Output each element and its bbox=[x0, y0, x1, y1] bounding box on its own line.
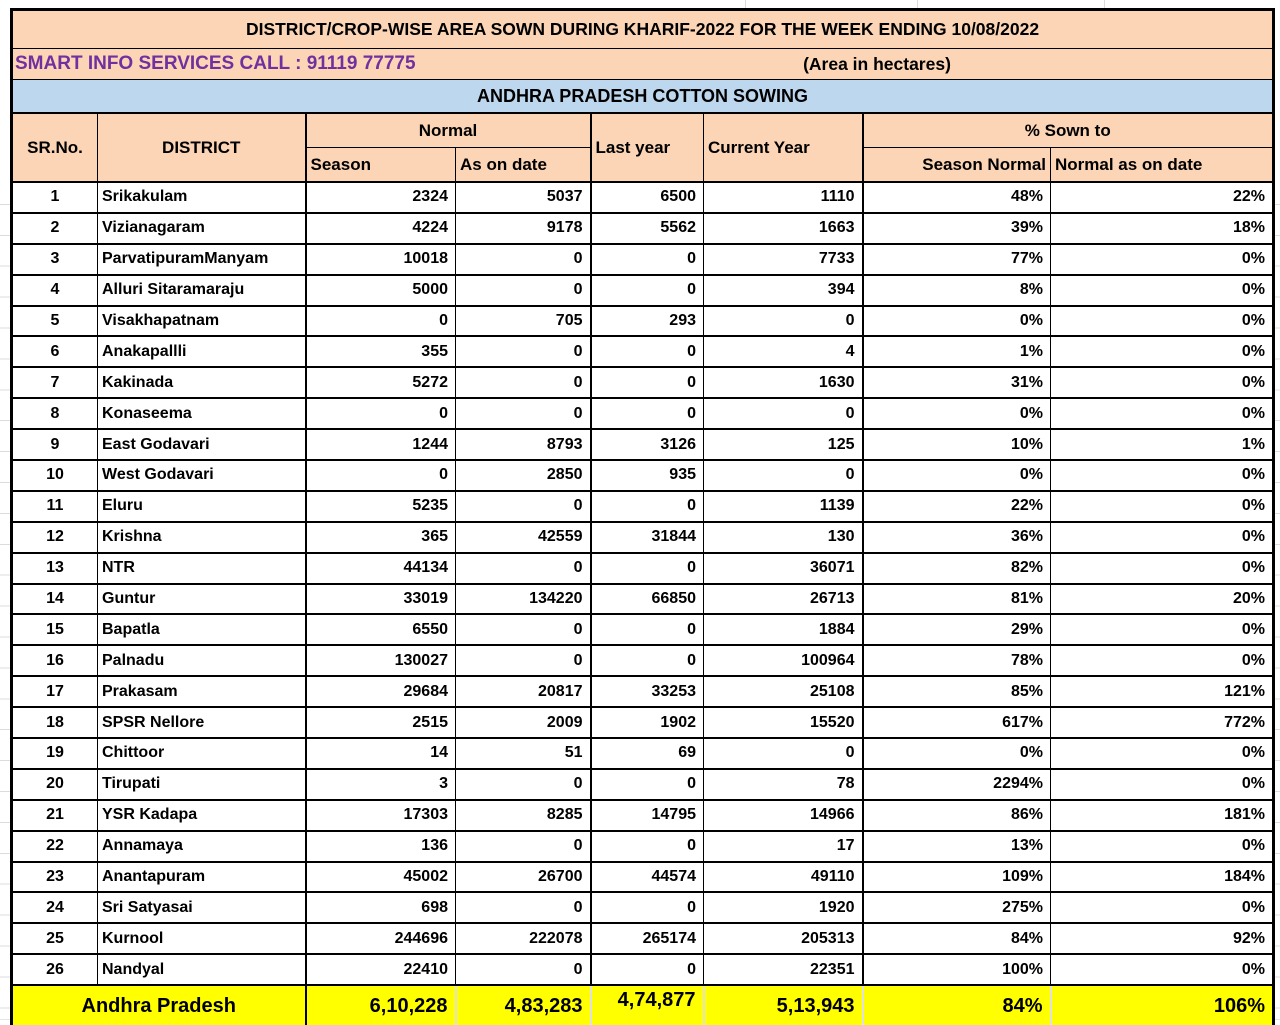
cell-season: 44134 bbox=[306, 553, 456, 584]
table-row bbox=[12, 429, 1274, 460]
cell-season: 136 bbox=[306, 831, 456, 862]
table-row bbox=[12, 306, 1274, 337]
cell-pct-season-normal: 22% bbox=[863, 491, 1051, 522]
page-title: DISTRICT/CROP-WISE AREA SOWN DURING KHARIF-2022 FOR THE WEEK ENDING 10/08/2022 bbox=[12, 10, 1274, 49]
cell-as-on-date: 0 bbox=[456, 769, 591, 800]
cell-current-year: 1630 bbox=[704, 367, 863, 398]
cell-current-year: 394 bbox=[704, 275, 863, 306]
table-row bbox=[12, 738, 1274, 769]
cell-last-year: 0 bbox=[591, 892, 704, 923]
cell-pct-normal-as-on-date: 0% bbox=[1051, 522, 1274, 553]
cell-pct-normal-as-on-date: 0% bbox=[1051, 553, 1274, 584]
cell-pct-season-normal: 0% bbox=[863, 398, 1051, 429]
cell-current-year: 205313 bbox=[704, 923, 863, 954]
cell-season: 365 bbox=[306, 522, 456, 553]
cell-district: West Godavari bbox=[98, 460, 306, 491]
cell-pct-normal-as-on-date: 184% bbox=[1051, 862, 1274, 893]
cell-season: 29684 bbox=[306, 676, 456, 707]
cell-pct-normal-as-on-date: 0% bbox=[1051, 275, 1274, 306]
cell-pct-season-normal: 100% bbox=[863, 954, 1051, 985]
cell-sr: 1 bbox=[12, 182, 98, 213]
cell-season: 45002 bbox=[306, 862, 456, 893]
col-header-season-normal: Season Normal bbox=[863, 148, 1051, 183]
cell-last-year: 3126 bbox=[591, 429, 704, 460]
cell-last-year: 0 bbox=[591, 645, 704, 676]
cell-as-on-date: 0 bbox=[456, 553, 591, 584]
cell-as-on-date: 0 bbox=[456, 398, 591, 429]
table-row bbox=[12, 553, 1274, 584]
district-rows bbox=[12, 182, 1274, 985]
cell-last-year: 0 bbox=[591, 831, 704, 862]
cell-pct-normal-as-on-date: 0% bbox=[1051, 738, 1274, 769]
table-row bbox=[12, 491, 1274, 522]
cell-season: 2515 bbox=[306, 707, 456, 738]
cell-district: Tirupati bbox=[98, 769, 306, 800]
cell-pct-season-normal: 617% bbox=[863, 707, 1051, 738]
cell-as-on-date: 0 bbox=[456, 892, 591, 923]
cell-district: Bapatla bbox=[98, 614, 306, 645]
col-header-as-on-date: As on date bbox=[456, 148, 591, 183]
table-row bbox=[12, 769, 1274, 800]
cell-last-year: 0 bbox=[591, 614, 704, 645]
cell-sr: 17 bbox=[12, 676, 98, 707]
table-row bbox=[12, 584, 1274, 615]
cell-as-on-date: 705 bbox=[456, 306, 591, 337]
cell-district: YSR Kadapa bbox=[98, 800, 306, 831]
cell-season: 1244 bbox=[306, 429, 456, 460]
cell-sr: 4 bbox=[12, 275, 98, 306]
cell-pct-season-normal: 0% bbox=[863, 306, 1051, 337]
report-subtitle: ANDHRA PRADESH COTTON SOWING bbox=[12, 80, 1274, 114]
cell-district: Prakasam bbox=[98, 676, 306, 707]
table-row bbox=[12, 676, 1274, 707]
cell-season: 5235 bbox=[306, 491, 456, 522]
cell-pct-season-normal: 275% bbox=[863, 892, 1051, 923]
cell-sr: 9 bbox=[12, 429, 98, 460]
cell-district: Konaseema bbox=[98, 398, 306, 429]
cell-season: 17303 bbox=[306, 800, 456, 831]
cell-as-on-date: 0 bbox=[456, 831, 591, 862]
cell-sr: 7 bbox=[12, 367, 98, 398]
cell-sr: 3 bbox=[12, 244, 98, 275]
table-row bbox=[12, 336, 1274, 367]
cell-pct-season-normal: 84% bbox=[863, 923, 1051, 954]
cell-district: Srikakulam bbox=[98, 182, 306, 213]
col-header-pct-sown-group: % Sown to bbox=[863, 113, 1274, 148]
cell-as-on-date: 0 bbox=[456, 275, 591, 306]
cell-pct-season-normal: 13% bbox=[863, 831, 1051, 862]
cell-pct-season-normal: 36% bbox=[863, 522, 1051, 553]
total-as-on-date: 4,83,283 bbox=[456, 985, 591, 1025]
cell-last-year: 0 bbox=[591, 244, 704, 275]
cell-pct-normal-as-on-date: 22% bbox=[1051, 182, 1274, 213]
cell-sr: 12 bbox=[12, 522, 98, 553]
cell-current-year: 25108 bbox=[704, 676, 863, 707]
excel-gridline bbox=[917, 0, 918, 8]
cell-season: 33019 bbox=[306, 584, 456, 615]
table-row bbox=[12, 800, 1274, 831]
cell-pct-normal-as-on-date: 0% bbox=[1051, 645, 1274, 676]
cell-last-year: 0 bbox=[591, 398, 704, 429]
cell-pct-season-normal: 81% bbox=[863, 584, 1051, 615]
promo-row bbox=[12, 49, 1274, 80]
cell-season: 244696 bbox=[306, 923, 456, 954]
table-row bbox=[12, 460, 1274, 491]
cell-last-year: 0 bbox=[591, 336, 704, 367]
cell-pct-season-normal: 82% bbox=[863, 553, 1051, 584]
cell-as-on-date: 0 bbox=[456, 614, 591, 645]
cell-as-on-date: 0 bbox=[456, 367, 591, 398]
promo-row-spacer bbox=[1051, 49, 1274, 80]
cell-season: 3 bbox=[306, 769, 456, 800]
cell-sr: 2 bbox=[12, 213, 98, 244]
cell-pct-season-normal: 39% bbox=[863, 213, 1051, 244]
cell-district: Anantapuram bbox=[98, 862, 306, 893]
cell-as-on-date: 222078 bbox=[456, 923, 591, 954]
cell-as-on-date: 0 bbox=[456, 954, 591, 985]
table-row bbox=[12, 862, 1274, 893]
cell-last-year: 66850 bbox=[591, 584, 704, 615]
cell-sr: 5 bbox=[12, 306, 98, 337]
cell-current-year: 1884 bbox=[704, 614, 863, 645]
table-row bbox=[12, 367, 1274, 398]
table-row bbox=[12, 954, 1274, 985]
cell-sr: 13 bbox=[12, 553, 98, 584]
cell-sr: 10 bbox=[12, 460, 98, 491]
cell-season: 22410 bbox=[306, 954, 456, 985]
cell-pct-normal-as-on-date: 18% bbox=[1051, 213, 1274, 244]
cell-season: 130027 bbox=[306, 645, 456, 676]
cell-current-year: 0 bbox=[704, 738, 863, 769]
table-row bbox=[12, 244, 1274, 275]
cell-pct-season-normal: 85% bbox=[863, 676, 1051, 707]
cell-last-year: 0 bbox=[591, 954, 704, 985]
cell-current-year: 1110 bbox=[704, 182, 863, 213]
cell-pct-normal-as-on-date: 0% bbox=[1051, 491, 1274, 522]
cell-season: 355 bbox=[306, 336, 456, 367]
cell-pct-normal-as-on-date: 1% bbox=[1051, 429, 1274, 460]
cell-season: 14 bbox=[306, 738, 456, 769]
col-header-current-year: Current Year bbox=[704, 113, 863, 182]
total-row bbox=[12, 985, 1274, 1025]
cell-pct-normal-as-on-date: 0% bbox=[1051, 460, 1274, 491]
total-last-year: 4,74,877 bbox=[591, 985, 704, 1025]
cell-pct-season-normal: 86% bbox=[863, 800, 1051, 831]
cell-current-year: 15520 bbox=[704, 707, 863, 738]
cell-season: 0 bbox=[306, 460, 456, 491]
cell-season: 698 bbox=[306, 892, 456, 923]
excel-gridline bbox=[745, 0, 746, 8]
cell-pct-normal-as-on-date: 0% bbox=[1051, 306, 1274, 337]
cell-current-year: 0 bbox=[704, 398, 863, 429]
cell-current-year: 1139 bbox=[704, 491, 863, 522]
cell-last-year: 293 bbox=[591, 306, 704, 337]
area-unit-note: (Area in hectares) bbox=[704, 49, 1051, 80]
cell-season: 0 bbox=[306, 398, 456, 429]
cell-last-year: 31844 bbox=[591, 522, 704, 553]
cell-season: 4224 bbox=[306, 213, 456, 244]
cell-season: 0 bbox=[306, 306, 456, 337]
cell-sr: 19 bbox=[12, 738, 98, 769]
cell-sr: 21 bbox=[12, 800, 98, 831]
cell-district: Chittoor bbox=[98, 738, 306, 769]
col-header-season: Season bbox=[306, 148, 456, 183]
cell-district: ParvatipuramManyam bbox=[98, 244, 306, 275]
cell-district: Kakinada bbox=[98, 367, 306, 398]
cell-pct-normal-as-on-date: 772% bbox=[1051, 707, 1274, 738]
cell-pct-normal-as-on-date: 0% bbox=[1051, 769, 1274, 800]
excel-gridline bbox=[0, 174, 10, 1014]
cell-last-year: 0 bbox=[591, 491, 704, 522]
col-header-last-year: Last year bbox=[591, 113, 704, 182]
cell-sr: 24 bbox=[12, 892, 98, 923]
title-row bbox=[12, 10, 1274, 49]
cell-pct-normal-as-on-date: 0% bbox=[1051, 831, 1274, 862]
table-row bbox=[12, 398, 1274, 429]
cell-current-year: 1920 bbox=[704, 892, 863, 923]
promo-text: SMART INFO SERVICES CALL : 91119 77775 bbox=[12, 49, 704, 80]
cell-sr: 11 bbox=[12, 491, 98, 522]
table-row bbox=[12, 614, 1274, 645]
cell-pct-normal-as-on-date: 0% bbox=[1051, 367, 1274, 398]
cell-current-year: 125 bbox=[704, 429, 863, 460]
cell-district: Visakhapatnam bbox=[98, 306, 306, 337]
cell-last-year: 935 bbox=[591, 460, 704, 491]
table-row bbox=[12, 645, 1274, 676]
col-header-sr-no: SR.No. bbox=[12, 113, 98, 182]
cell-pct-season-normal: 0% bbox=[863, 460, 1051, 491]
cell-last-year: 1902 bbox=[591, 707, 704, 738]
cell-season: 5000 bbox=[306, 275, 456, 306]
cell-pct-normal-as-on-date: 0% bbox=[1051, 336, 1274, 367]
cell-pct-normal-as-on-date: 0% bbox=[1051, 244, 1274, 275]
cell-as-on-date: 0 bbox=[456, 244, 591, 275]
table-row bbox=[12, 522, 1274, 553]
cell-as-on-date: 8793 bbox=[456, 429, 591, 460]
cell-last-year: 6500 bbox=[591, 182, 704, 213]
cell-pct-season-normal: 2294% bbox=[863, 769, 1051, 800]
cell-district: Anakapallli bbox=[98, 336, 306, 367]
cell-district: Kurnool bbox=[98, 923, 306, 954]
cell-as-on-date: 8285 bbox=[456, 800, 591, 831]
col-header-district: DISTRICT bbox=[98, 113, 306, 182]
cell-pct-season-normal: 1% bbox=[863, 336, 1051, 367]
table-row bbox=[12, 892, 1274, 923]
cell-district: Eluru bbox=[98, 491, 306, 522]
cell-pct-normal-as-on-date: 0% bbox=[1051, 398, 1274, 429]
total-pct-season-normal: 84% bbox=[863, 985, 1051, 1025]
cell-current-year: 130 bbox=[704, 522, 863, 553]
cell-pct-normal-as-on-date: 20% bbox=[1051, 584, 1274, 615]
cell-pct-normal-as-on-date: 0% bbox=[1051, 954, 1274, 985]
cell-sr: 18 bbox=[12, 707, 98, 738]
cell-pct-normal-as-on-date: 181% bbox=[1051, 800, 1274, 831]
cell-as-on-date: 2850 bbox=[456, 460, 591, 491]
cell-district: Sri Satyasai bbox=[98, 892, 306, 923]
cell-last-year: 0 bbox=[591, 769, 704, 800]
cell-current-year: 22351 bbox=[704, 954, 863, 985]
cell-as-on-date: 51 bbox=[456, 738, 591, 769]
sowing-report-table bbox=[10, 8, 1275, 1025]
cell-sr: 8 bbox=[12, 398, 98, 429]
cell-pct-season-normal: 0% bbox=[863, 738, 1051, 769]
cell-sr: 20 bbox=[12, 769, 98, 800]
cell-sr: 26 bbox=[12, 954, 98, 985]
cell-current-year: 26713 bbox=[704, 584, 863, 615]
cell-last-year: 265174 bbox=[591, 923, 704, 954]
table-row bbox=[12, 923, 1274, 954]
total-season: 6,10,228 bbox=[306, 985, 456, 1025]
total-current-year: 5,13,943 bbox=[704, 985, 863, 1025]
cell-current-year: 1663 bbox=[704, 213, 863, 244]
cell-season: 5272 bbox=[306, 367, 456, 398]
cell-district: Nandyal bbox=[98, 954, 306, 985]
cell-last-year: 0 bbox=[591, 367, 704, 398]
cell-current-year: 49110 bbox=[704, 862, 863, 893]
cell-pct-season-normal: 31% bbox=[863, 367, 1051, 398]
cell-last-year: 69 bbox=[591, 738, 704, 769]
header-row-groups bbox=[12, 113, 1274, 148]
cell-as-on-date: 0 bbox=[456, 336, 591, 367]
cell-pct-season-normal: 10% bbox=[863, 429, 1051, 460]
table-row bbox=[12, 213, 1274, 244]
cell-pct-normal-as-on-date: 0% bbox=[1051, 892, 1274, 923]
cell-district: Palnadu bbox=[98, 645, 306, 676]
cell-sr: 6 bbox=[12, 336, 98, 367]
cell-sr: 14 bbox=[12, 584, 98, 615]
total-pct-normal-as-on-date: 106% bbox=[1051, 985, 1274, 1025]
cell-district: Krishna bbox=[98, 522, 306, 553]
total-label: Andhra Pradesh bbox=[12, 985, 306, 1025]
cell-current-year: 0 bbox=[704, 460, 863, 491]
cell-pct-normal-as-on-date: 121% bbox=[1051, 676, 1274, 707]
cell-district: Annamaya bbox=[98, 831, 306, 862]
cell-pct-season-normal: 77% bbox=[863, 244, 1051, 275]
cell-last-year: 0 bbox=[591, 275, 704, 306]
col-header-normal-as-on-date: Normal as on date bbox=[1051, 148, 1274, 183]
table-row bbox=[12, 831, 1274, 862]
cell-as-on-date: 26700 bbox=[456, 862, 591, 893]
subtitle-row bbox=[12, 80, 1274, 114]
cell-current-year: 36071 bbox=[704, 553, 863, 584]
cell-pct-season-normal: 78% bbox=[863, 645, 1051, 676]
table-row bbox=[12, 275, 1274, 306]
cell-pct-season-normal: 29% bbox=[863, 614, 1051, 645]
cell-district: Vizianagaram bbox=[98, 213, 306, 244]
cell-district: NTR bbox=[98, 553, 306, 584]
cell-district: SPSR Nellore bbox=[98, 707, 306, 738]
cell-current-year: 100964 bbox=[704, 645, 863, 676]
cell-season: 10018 bbox=[306, 244, 456, 275]
cell-last-year: 5562 bbox=[591, 213, 704, 244]
cell-last-year: 33253 bbox=[591, 676, 704, 707]
cell-district: Guntur bbox=[98, 584, 306, 615]
col-header-normal-group: Normal bbox=[306, 113, 591, 148]
cell-district: East Godavari bbox=[98, 429, 306, 460]
cell-pct-season-normal: 48% bbox=[863, 182, 1051, 213]
cell-as-on-date: 20817 bbox=[456, 676, 591, 707]
cell-pct-season-normal: 8% bbox=[863, 275, 1051, 306]
cell-pct-season-normal: 109% bbox=[863, 862, 1051, 893]
excel-gridline bbox=[1104, 0, 1105, 8]
cell-district: Alluri Sitaramaraju bbox=[98, 275, 306, 306]
cell-last-year: 14795 bbox=[591, 800, 704, 831]
table-row bbox=[12, 182, 1274, 213]
cell-sr: 23 bbox=[12, 862, 98, 893]
cell-pct-normal-as-on-date: 92% bbox=[1051, 923, 1274, 954]
cell-current-year: 7733 bbox=[704, 244, 863, 275]
cell-current-year: 14966 bbox=[704, 800, 863, 831]
cell-pct-normal-as-on-date: 0% bbox=[1051, 614, 1274, 645]
cell-as-on-date: 9178 bbox=[456, 213, 591, 244]
cell-last-year: 44574 bbox=[591, 862, 704, 893]
cell-sr: 22 bbox=[12, 831, 98, 862]
cell-as-on-date: 5037 bbox=[456, 182, 591, 213]
cell-as-on-date: 42559 bbox=[456, 522, 591, 553]
cell-as-on-date: 0 bbox=[456, 645, 591, 676]
cell-as-on-date: 2009 bbox=[456, 707, 591, 738]
cell-current-year: 0 bbox=[704, 306, 863, 337]
cell-current-year: 78 bbox=[704, 769, 863, 800]
cell-last-year: 0 bbox=[591, 553, 704, 584]
cell-season: 6550 bbox=[306, 614, 456, 645]
cell-current-year: 17 bbox=[704, 831, 863, 862]
cell-as-on-date: 0 bbox=[456, 491, 591, 522]
cell-sr: 16 bbox=[12, 645, 98, 676]
cell-sr: 25 bbox=[12, 923, 98, 954]
cell-season: 2324 bbox=[306, 182, 456, 213]
table-row bbox=[12, 707, 1274, 738]
cell-sr: 15 bbox=[12, 614, 98, 645]
cell-current-year: 4 bbox=[704, 336, 863, 367]
cell-as-on-date: 134220 bbox=[456, 584, 591, 615]
